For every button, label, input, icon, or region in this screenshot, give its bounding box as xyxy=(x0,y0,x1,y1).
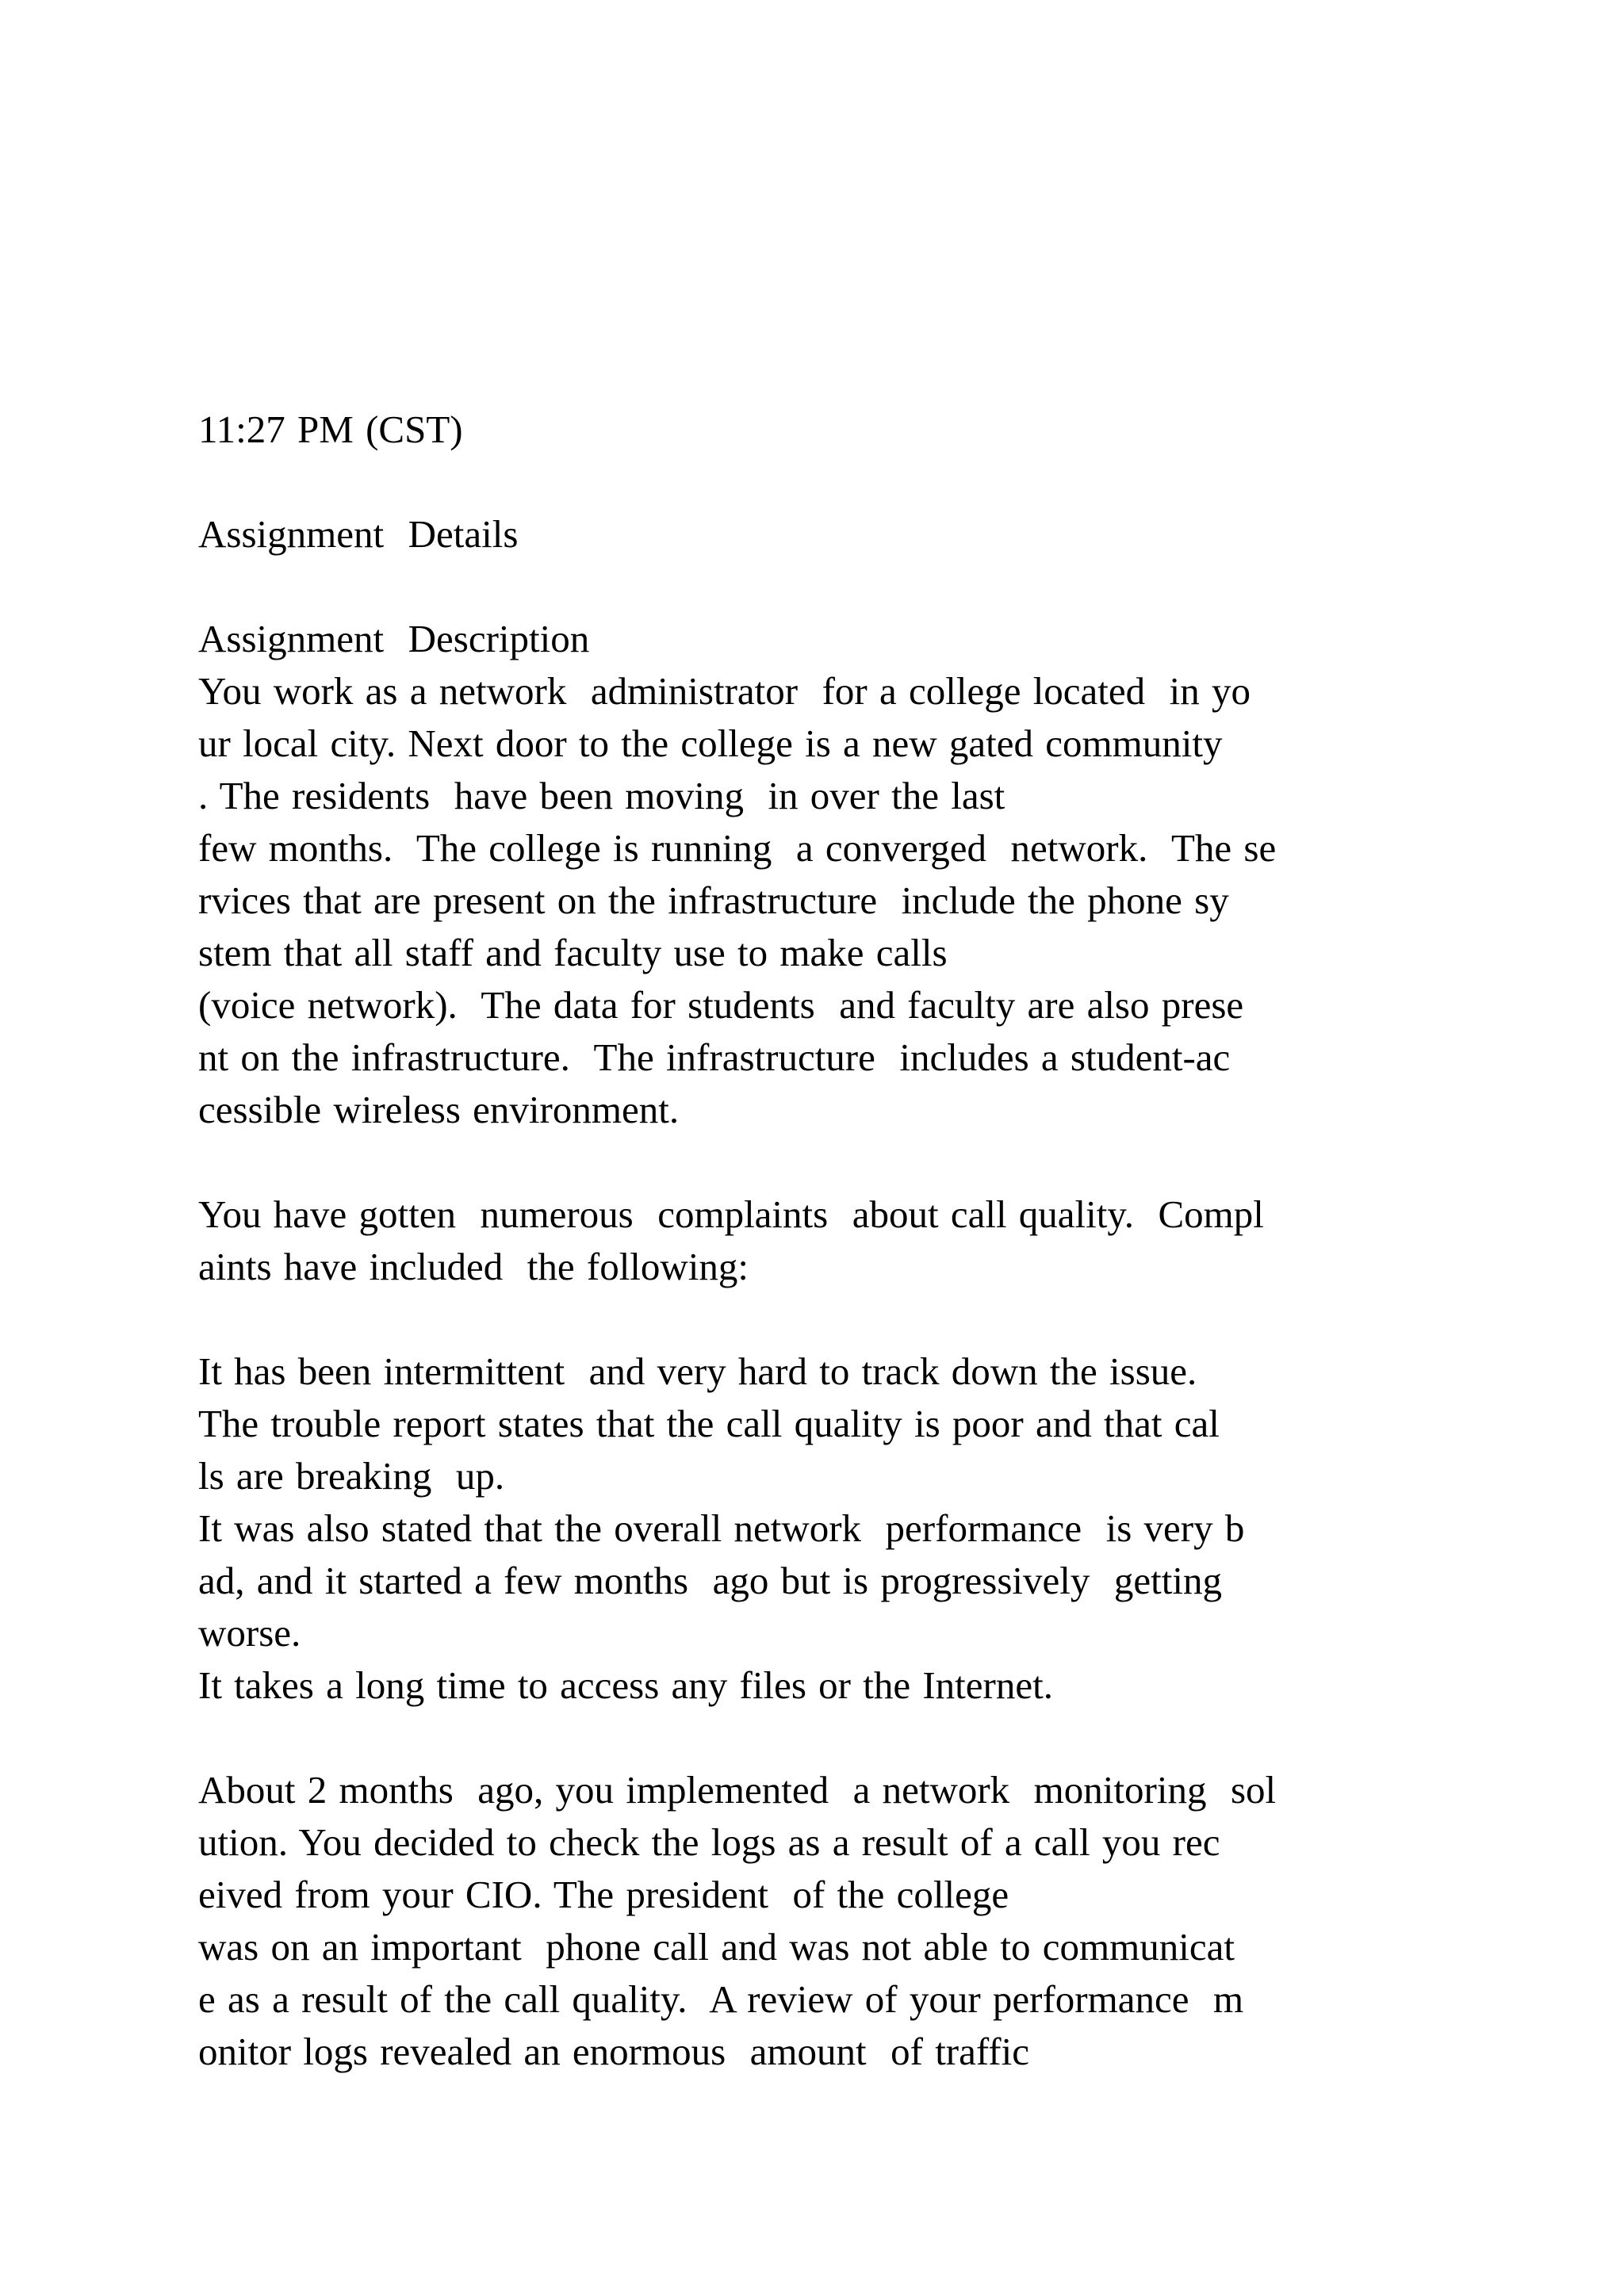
text-line: It takes a long time to access any files or the Internet. xyxy=(198,1663,1053,1707)
text-line: . The residents have been moving in over the last xyxy=(198,774,1005,817)
text-line: worse. xyxy=(198,1611,301,1655)
timestamp-line: 11:27 PM (CST) xyxy=(198,408,463,451)
text-line: ur local city. Next door to the college is a new gated community xyxy=(198,721,1223,765)
text-line: e as a result of the call quality. A review of your performance m xyxy=(198,1977,1244,2021)
text-line: nt on the infrastructure. The infrastructure includes a student-ac xyxy=(198,1035,1231,1079)
text-line: eived from your CIO. The president of the college xyxy=(198,1873,1009,1916)
text-line: stem that all staff and faculty use to make calls xyxy=(198,931,948,974)
text-line: ad, and it started a few months ago but is progressively getting xyxy=(198,1559,1222,1602)
assignment-description-heading: Assignment Description xyxy=(198,617,590,660)
text-line: It was also stated that the overall network performance is very b xyxy=(198,1506,1245,1550)
text-line: rvices that are present on the infrastructure include the phone sy xyxy=(198,878,1229,922)
text-line: onitor logs revealed an enormous amount of traffic xyxy=(198,2030,1029,2073)
text-line: It has been intermittent and very hard to track down the issue. xyxy=(198,1349,1197,1393)
text-line: ls are breaking up. xyxy=(198,1454,505,1498)
text-line: aints have included the following: xyxy=(198,1245,749,1288)
text-line: few months. The college is running a converged network. The se xyxy=(198,826,1277,870)
text-line: The trouble report states that the call quality is poor and that cal xyxy=(198,1402,1220,1445)
text-line: About 2 months ago, you implemented a network monitoring sol xyxy=(198,1768,1277,1812)
text-line: You have gotten numerous complaints about call quality. Compl xyxy=(198,1192,1264,1236)
text-line: was on an important phone call and was not able to communicat xyxy=(198,1925,1235,1969)
text-line: You work as a network administrator for a college located in yo xyxy=(198,669,1251,713)
text-line: (voice network). The data for students and faculty are also prese xyxy=(198,983,1244,1027)
assignment-details-heading: Assignment Details xyxy=(198,512,519,556)
text-line: ution. You decided to check the logs as a result of a call you rec xyxy=(198,1820,1220,1864)
text-line: cessible wireless environment. xyxy=(198,1088,680,1131)
